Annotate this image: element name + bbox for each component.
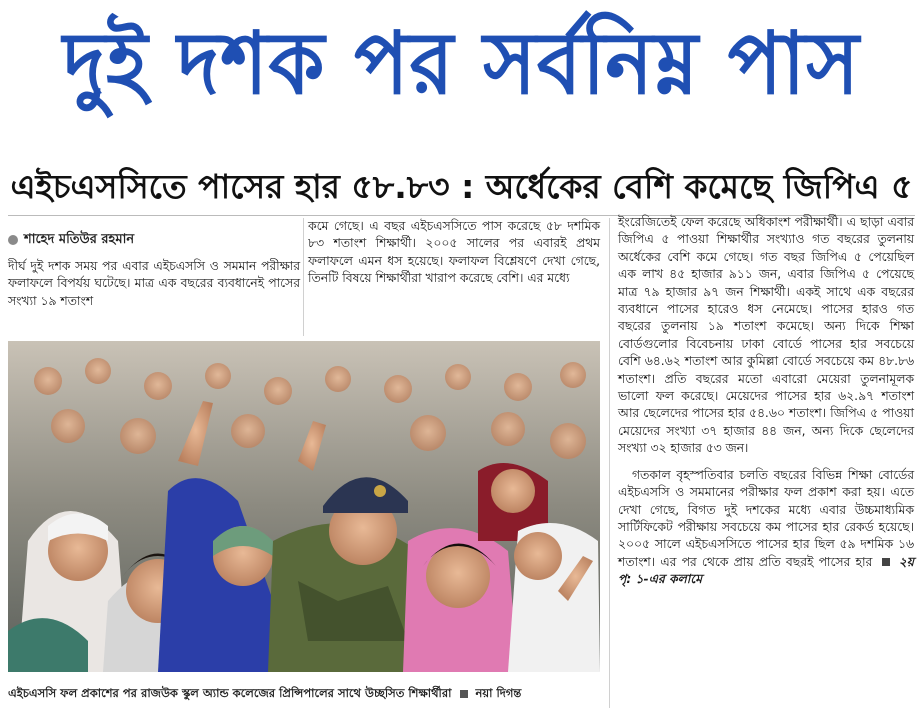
photo-caption [8,680,600,706]
byline [8,229,134,251]
column-divider [303,218,304,336]
photo-credit: নয়া দিগন্ত [475,686,522,700]
column-2: কমে গেছে। এ বছর এইচএসসিতে পাস করেছে ৫৮ দশমিক ৮৩ শতাংশ শিক্ষার্থী। ২০০৫ সালের পর এবারই প্রথম ফলাফলে এমন ধস হয়েছে। ফলাফল বিশ্লেষণে দেখা গেছে, তিনটি বিষয়ে শিক্ষার্থীরা খারাপ করেছে বেশি। এর মধ্যে [308,219,600,286]
column-3 [618,214,914,589]
byline-author: শাহেদ মতিউর রহমান [24,231,135,247]
subheadline: এইচএসসিতে পাসের হার ৫৮.৮৩ : অর্ধেকের বেশি কমেছে জিপিএ ৫ [10,167,913,206]
column-3-paragraph-2-text: গতকাল বৃহস্পতিবার চলতি বছরের বিভিন্ন শিক্ষা বোর্ডের এইচএসসি ও সমমানের পরীক্ষার ফল প্রকাশ করা হয়। এতে দেখা গেছে, বিগত দুই দশকের মধ্যে এবার উচ্চমাধ্যমিক সার্টিফিকেট পরীক্ষায় সবচেয়ে কম পাসের হার রেকর্ড হয়েছে। ২০০৫ সালে এইচএসসিতে পাসের হার ছিল ৫৯ দশমিক ১৬ শতাংশ। এর পর থেকে প্রায় প্রতি বছরই পাসের হার [618,467,914,569]
photo-caption-text: এইচএসসি ফল প্রকাশের পর রাজউক স্কুল অ্যান্ড কলেজের প্রিন্সিপালের সাথে উচ্ছসিত শিক্ষার্থীরা [8,686,452,700]
crowd-photo-illustration [8,341,600,672]
headline: দুই দশক পর সর্বনিম্ন পাস [63,14,860,114]
square-bullet-icon [882,558,890,566]
column-3-paragraph-1: ইংরেজিতেই ফেল করেছে অধিকাংশ পরীক্ষার্থী। এ ছাড়া এবার জিপিএ ৫ পাওয়া শিক্ষার্থীর সংখ্যাও গত বছরের তুলনায় অর্ধেকের বেশি কমে গেছে। গত বছর জিপিএ ৫ পেয়েছিল এক লাখ ৪৫ হাজার ৯১১ জন, এবার জিপিএ ৫ পেয়েছে মাত্র ৭৯ হাজার ৯৭ জন শিক্ষার্থী। একই সাথে এক বছরের ব্যবধানে পাসের হারেও ধস নেমেছে। পাসের হারও গত বছরের তুলনায় ১৯ শতাংশ কমেছে। অন্য দিকে শিক্ষা বোর্ডগুলোর বিবেচনায় ঢাকা বোর্ডে পাসের হার সবচেয়ে বেশি ৬৪.৬২ শতাংশ আর কুমিল্লা বোর্ডে সবচেয়ে কম ৪৮.৮৬ শতাংশ। প্রতি বছরের মতো এবারো মেয়েরা তুলনামূলক ভালো ফল করেছে। মেয়েদের পাসের হার ৬২.৯৭ শতাংশ আর ছেলেদের পাসের হার ৫৪.৬০ শতাংশ। জিপিএ ৫ পাওয়া মেয়েদের সংখ্যা ৩৭ হাজার ৪৪ জন, অন্য দিকে ছেলেদের সংখ্যা ৩২ হাজার ৫৩ জন। [618,215,914,456]
square-bullet-icon [460,690,468,698]
news-photo [8,341,600,672]
column-divider [609,218,610,708]
column-3-paragraph-2 [618,467,914,589]
continued-reference: ২য় পৃ: ১-এর কলামে [618,554,914,587]
column-1: দীর্ঘ দুই দশক সময় পর এবার এইচএসসি ও সমমান পরীক্ষার ফলাফলে বিপর্যয় ঘটেছে। মাত্র এক বছরের ব্যবধানেই পাসের সংখ্যা ১৯ শতাংশ [8,259,300,308]
bullet-icon [8,235,18,245]
